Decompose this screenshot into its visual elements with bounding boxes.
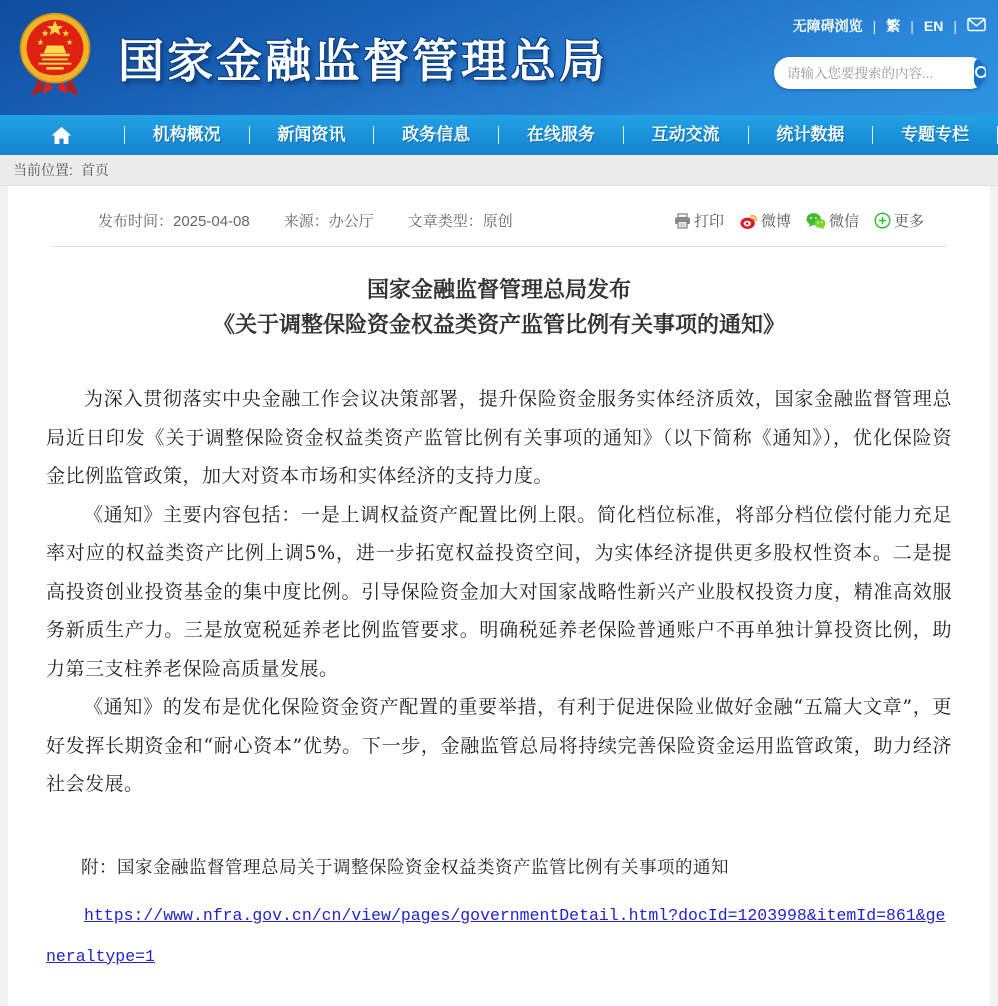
envelope-icon bbox=[967, 17, 986, 32]
english-link[interactable]: EN bbox=[923, 18, 944, 34]
meta-divider bbox=[52, 246, 946, 247]
breadcrumb bbox=[0, 155, 998, 186]
nav-item-online-service[interactable]: 在线服务 bbox=[526, 125, 595, 144]
accessibility-link[interactable]: 无障碍浏览 bbox=[792, 18, 863, 34]
home-icon bbox=[51, 126, 72, 145]
print-label: 打印 bbox=[693, 213, 724, 230]
nav-item-news[interactable]: 新闻资讯 bbox=[277, 125, 346, 144]
nav-item-interaction[interactable]: 互动交流 bbox=[651, 125, 720, 144]
article-meta bbox=[98, 210, 513, 231]
nav-item-gov-info[interactable]: 政务信息 bbox=[402, 125, 471, 144]
more-label: 更多 bbox=[893, 213, 924, 230]
article-body bbox=[8, 342, 990, 976]
article-type: 文章类型：原创 bbox=[407, 213, 513, 230]
national-emblem-icon bbox=[12, 7, 98, 103]
plus-circle-icon bbox=[874, 212, 891, 229]
breadcrumb-label: 当前位置: bbox=[13, 162, 73, 178]
wechat-share-button[interactable] bbox=[806, 210, 859, 231]
nav-item-statistics[interactable]: 统计数据 bbox=[776, 125, 845, 144]
header-right bbox=[761, 16, 986, 89]
national-emblem-logo bbox=[12, 7, 98, 108]
separator: | bbox=[910, 18, 914, 34]
search-input[interactable] bbox=[774, 57, 974, 89]
separator: | bbox=[872, 18, 877, 34]
attachment-link[interactable]: https://www.nfra.gov.cn/cn/view/pages/governmentDetail.html?docId=1203998&itemId=861&generaltype=1 bbox=[46, 906, 946, 966]
breadcrumb-home-link[interactable]: 首页 bbox=[80, 162, 109, 178]
article-paragraph: 《通知》的发布是优化保险资金资产配置的重要举措，有利于促进保险业做好金融“五篇大文章”，更好发挥长期资金和“耐心资本”优势。下一步，金融监管总局将持续完善保险资金运用监管政策，助力经济社会发展。 bbox=[46, 696, 952, 795]
attachment-label: 附：国家金融监督管理总局关于调整保险资金权益类资产监管比例有关事项的通知 bbox=[81, 857, 729, 878]
svg-text:★: ★ bbox=[36, 39, 44, 47]
attachment-link-line bbox=[46, 895, 952, 976]
weibo-icon bbox=[739, 212, 758, 230]
article-title-line2: 《关于调整保险资金权益类资产监管比例有关事项的通知》 bbox=[212, 312, 785, 337]
search-button[interactable] bbox=[974, 57, 986, 89]
main-nav bbox=[0, 115, 998, 155]
nav-item-overview[interactable]: 机构概况 bbox=[152, 125, 221, 144]
search-icon bbox=[974, 65, 986, 82]
article-card bbox=[8, 186, 990, 1006]
wechat-label: 微信 bbox=[828, 213, 859, 230]
article-paragraph: 为深入贯彻落实中央金融工作会议决策部署，提升保险资金服务实体经济质效，国家金融监督管理总局近日印发《关于调整保险资金权益类资产监管比例有关事项的通知》（以下简称《通知》），优化保险资金比例监管政策，加大对资本市场和实体经济的支持力度。 bbox=[46, 388, 952, 487]
wechat-icon bbox=[806, 212, 826, 230]
nav-home[interactable] bbox=[0, 115, 124, 155]
separator: | bbox=[953, 18, 957, 34]
nav-item-special-topics[interactable]: 专题专栏 bbox=[901, 125, 970, 144]
article-paragraph: 《通知》主要内容包括：一是上调权益资产配置比例上限。简化档位标准，将部分档位偿付能力充足率对应的权益类资产比例上调5%，进一步拓宽权益投资空间，为实体经济提供更多股权性资本。二是提高投资创业投资基金的集中度比例。引导保险资金加大对国家战略性新兴产业股权投资力度，精准高效服务新质生产力。三是放宽税延养老比例监管要求。明确税延养老保险普通账户不再单独计算投资比例，助力第三支柱养老保险高质量发展。 bbox=[46, 503, 952, 680]
svg-text:★: ★ bbox=[41, 29, 49, 39]
article-source: 来源：办公厅 bbox=[283, 213, 374, 230]
share-bar bbox=[674, 210, 924, 231]
site-header bbox=[0, 0, 998, 115]
traditional-chinese-link[interactable]: 繁 bbox=[886, 18, 901, 34]
weibo-share-button[interactable] bbox=[739, 210, 791, 231]
publish-date: 发布时间：2025-04-08 bbox=[98, 213, 250, 230]
print-button[interactable] bbox=[674, 210, 724, 231]
mail-link[interactable] bbox=[967, 17, 986, 35]
more-share-button[interactable] bbox=[874, 210, 924, 231]
article-title bbox=[68, 272, 930, 342]
search-box bbox=[774, 57, 986, 89]
svg-text:★: ★ bbox=[66, 39, 74, 47]
site-title: 国家金融监督管理总局 bbox=[118, 34, 608, 87]
article-meta-row bbox=[8, 186, 990, 246]
svg-text:★: ★ bbox=[61, 29, 70, 39]
printer-icon bbox=[674, 213, 691, 229]
article-title-line1: 国家金融监督管理总局发布 bbox=[366, 277, 631, 302]
header-top-links bbox=[761, 16, 986, 36]
weibo-label: 微博 bbox=[760, 213, 791, 230]
